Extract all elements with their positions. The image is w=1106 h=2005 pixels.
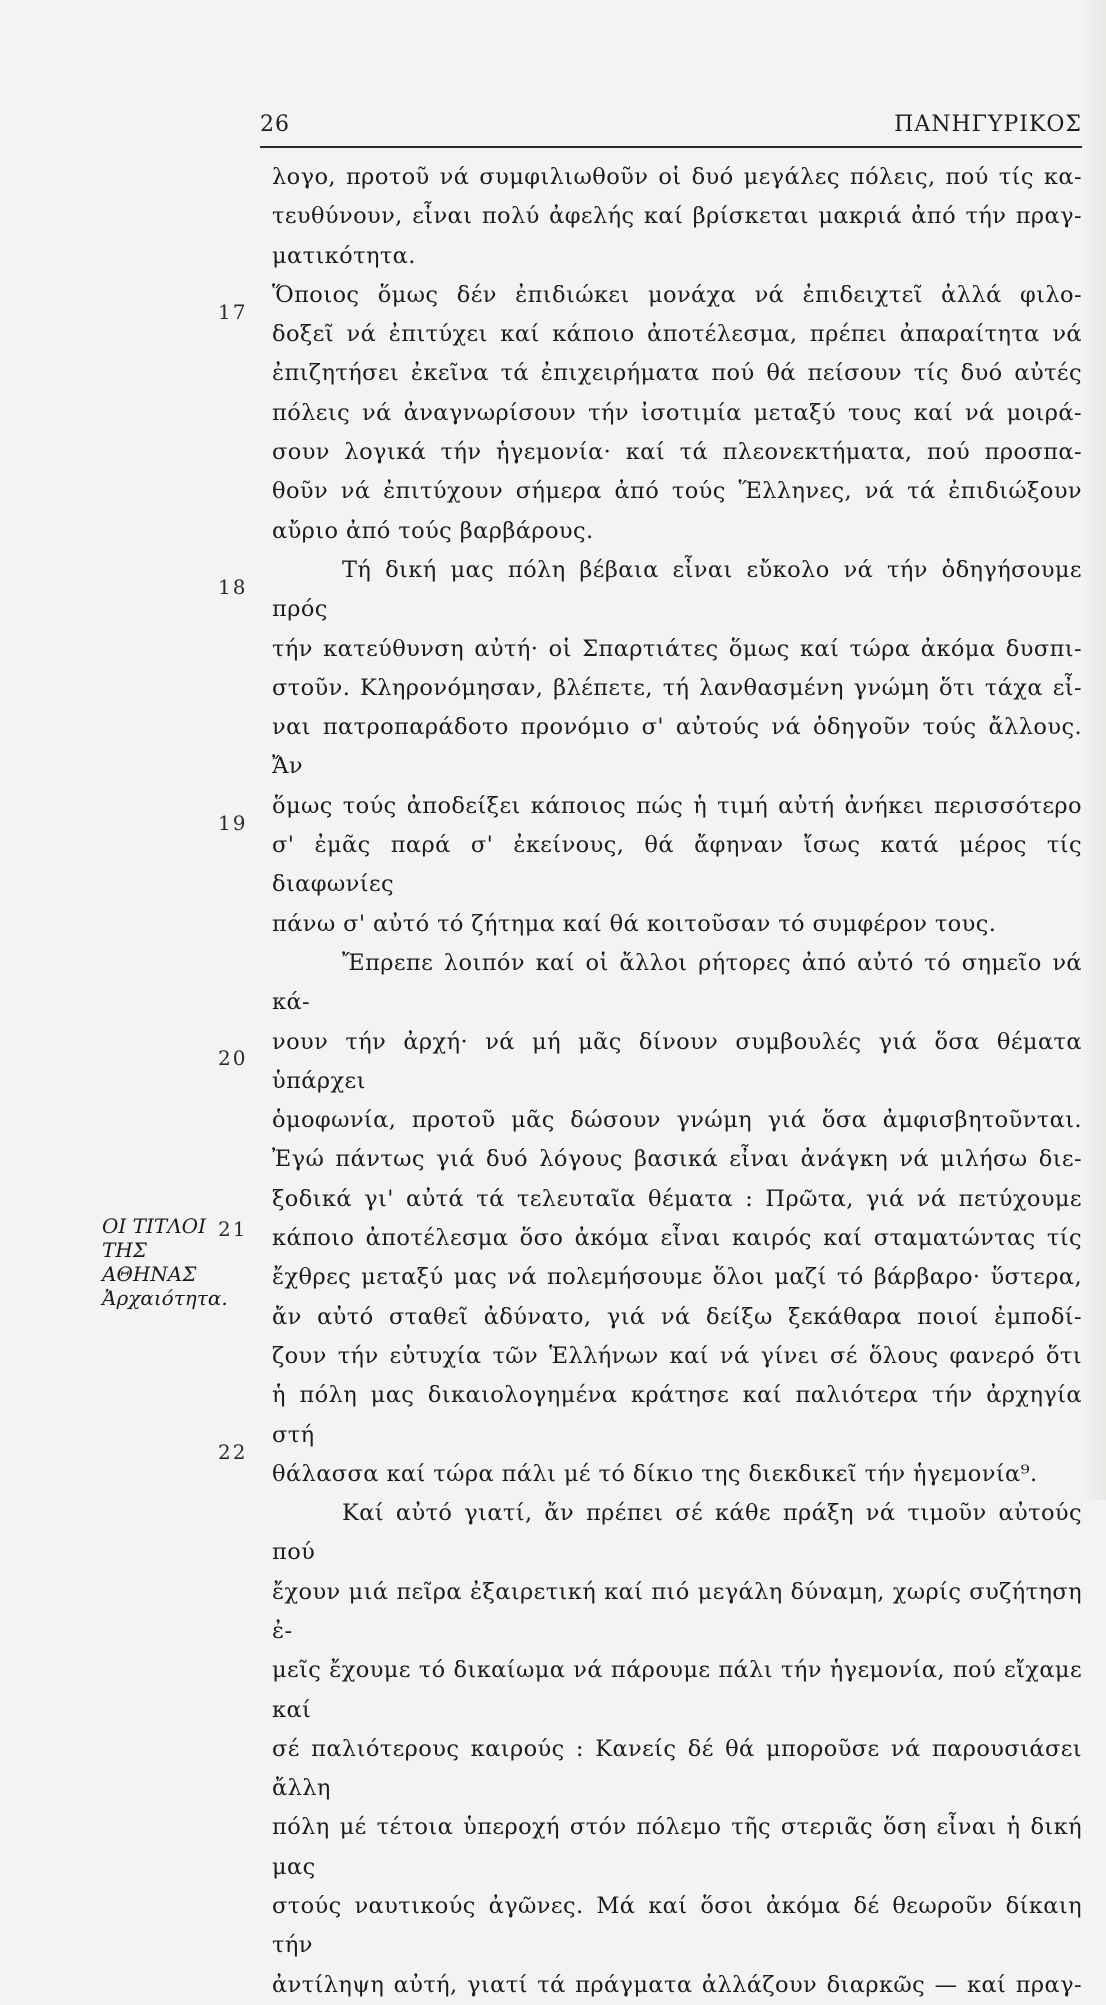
paragraph-18 <box>272 551 1082 944</box>
text-line: σέ παλιότερους καιρούς : Κανείς δέ θά μποροῦσε νά παρουσιάσει ἄλλη <box>272 1735 1082 1802</box>
text-line: ὅμως τούς ἀποδείξει κάποιος πώς ἡ τιμή αὐτή ἀνήκει περισσότερο <box>272 792 1082 819</box>
text-line: πάνω σ' αὐτό τό ζήτημα καί θά κοιτοῦσαν τό συμφέρον τους. <box>272 910 997 937</box>
text-line: τήν κατεύθυνση αὐτή· οἱ Σπαρτιάτες ὅμως καί τώρα ἀκόμα δυσπι- <box>272 635 1082 662</box>
text-line: Ὅποιος ὅμως δέν ἐπιδιώκει μονάχα νά ἐπιδειχτεῖ ἀλλά φιλο- <box>272 281 1082 308</box>
margin-note <box>102 1214 242 1310</box>
text-line: σ' ἐμᾶς παρά σ' ἐκείνους, θά ἄφηναν ἴσως κατά μέρος τίς διαφωνίες <box>272 832 1082 898</box>
paragraph-continuation <box>272 158 1082 276</box>
text-line: ζουν τήν εὐτυχία τῶν Ἑλλήνων καί νά γίνει σέ ὅλους φανερό ὅτι <box>272 1342 1082 1369</box>
text-line: ἄν αὐτό σταθεῖ ἀδύνατο, γιά νά δείξω ξεκάθαρα ποιοί ἐμποδί- <box>272 1303 1082 1330</box>
text-line: αὔριο ἀπό τούς βαρβάρους. <box>272 517 594 544</box>
text-line: στούς ναυτικούς ἀγῶνες. Μά καί ὅσοι ἀκόμα δέ θεωροῦν δίκαιη τήν <box>272 1893 1082 1959</box>
page-number: 26 <box>260 112 290 137</box>
running-title: ΠΑΝΗΓΥΡΙΚΟΣ <box>894 112 1082 137</box>
section-number-20: 20 <box>218 1046 248 1070</box>
main-text <box>272 158 1082 2005</box>
section-number-19: 19 <box>218 811 248 835</box>
text-line: ἔχουν μιά πεῖρα ἐξαιρετική καί πιό μεγάλη δύναμη, χωρίς συζήτηση ἐ- <box>272 1578 1082 1644</box>
text-line: δοξεῖ νά ἐπιτύχει καί κάποιο ἀποτέλεσμα, πρέπει ἀπαραίτητα νά <box>272 321 1082 348</box>
paragraph-19 <box>272 944 1082 1494</box>
text-line: Καί αὐτό γιατί, ἄν πρέπει σέ κάθε πράξη νά τιμοῦν αὐτούς πού <box>272 1500 1082 1566</box>
margin-note-title-line: ΑΘΗΝΑΣ <box>102 1262 197 1286</box>
text-line: μεῖς ἔχουμε τό δικαίωμα νά πάρουμε πάλι τήν ἡγεμονία, πού εἴχαμε καί <box>272 1657 1082 1723</box>
text-line: ὁμοφωνία, προτοῦ μᾶς δώσουν γνώμη γιά ὅσα ἀμφισβητοῦνται. <box>272 1107 1082 1134</box>
text-line: Τή δική μας πόλη βέβαια εἶναι εὔκολο νά τήν ὁδηγήσουμε πρός <box>272 556 1082 623</box>
paragraph-17 <box>272 276 1082 551</box>
text-line: κάποιο ἀποτέλεσμα ὅσο ἀκόμα εἶναι καιρός καί σταματώντας τίς <box>272 1225 1082 1252</box>
text-line: ἡ πόλη μας δικαιολογημένα κράτησε καί παλιότερα τήν ἀρχηγία στή <box>272 1382 1082 1448</box>
text-line: Ἔπρεπε λοιπόν καί οἱ ἄλλοι ρήτορες ἀπό αὐτό τό σημεῖο νά κά- <box>272 949 1082 1016</box>
section-number-21: 21 <box>218 1217 248 1241</box>
text-line: νουν τήν ἀρχή· νά μή μᾶς δίνουν συμβουλές γιά ὅσα θέματα ὑπάρχει <box>272 1028 1082 1094</box>
section-number-18: 18 <box>218 575 248 599</box>
text-line: ἀντίληψη αὐτή, γιατί τά πράγματα ἀλλάζουν διαρκῶς — καί πραγ- <box>272 1971 1082 1998</box>
text-line: Ἐγώ πάντως γιά δυό λόγους βασικά εἶναι ἀνάγκη νά μιλήσω διε- <box>272 1146 1082 1173</box>
text-line: πόλεις νά ἀναγνωρίσουν τήν ἰσοτιμία μεταξύ τους καί νά μοιρά- <box>272 399 1082 426</box>
section-number-22: 22 <box>218 1440 248 1464</box>
text-line: θοῦν νά ἐπιτύχουν σήμερα ἀπό τούς Ἕλληνες, νά τά ἐπιδιώξουν <box>272 478 1082 505</box>
text-line: ματικότητα. <box>272 242 416 269</box>
margin-note-subtitle: Ἀρχαιότητα. <box>102 1286 228 1310</box>
section-number-17: 17 <box>218 300 248 324</box>
text-line: στοῦν. Κληρονόμησαν, βλέπετε, τή λανθασμένη γνώμη ὅτι τάχα εἶ- <box>272 674 1082 701</box>
text-line: θάλασσα καί τώρα πάλι μέ τό δίκιο της διεκδικεῖ τήν ἡγεμονία⁹. <box>272 1460 1038 1487</box>
text-line: πόλη μέ τέτοια ὑπεροχή στόν πόλεμο τῆς στεριᾶς ὅση εἶναι ἡ δική μας <box>272 1814 1082 1880</box>
text-line: ναι πατροπαράδοτο προνόμιο σ' αὐτούς νά ὁδηγοῦν τούς ἄλλους. Ἄν <box>272 714 1082 780</box>
text-line: τευθύνουν, εἶναι πολύ ἀφελής καί βρίσκεται μακριά ἀπό τήν πραγ- <box>272 203 1082 230</box>
margin-note-title-line: ΟΙ ΤΙΤΛΟΙ <box>102 1214 206 1238</box>
text-line: λογο, προτοῦ νά συμφιλιωθοῦν οἱ δυό μεγάλες πόλεις, πού τίς κα- <box>272 164 1082 190</box>
text-line: ξοδικά γι' αὐτά τά τελευταῖα θέματα : Πρῶτα, γιά νά πετύχουμε <box>272 1185 1082 1212</box>
text-line: σουν λογικά τήν ἡγεμονία· καί τά πλεονεκτήματα, πού προσπα- <box>272 439 1082 466</box>
text-line: ἔχθρες μεταξύ μας νά πολεμήσουμε ὅλοι μαζί τό βάρβαρο· ὕστερα, <box>272 1264 1082 1291</box>
text-line: ἐπιζητήσει ἐκεῖνα τά ἐπιχειρήματα πού θά πείσουν τίς δυό αὐτές <box>272 360 1082 387</box>
page-header <box>260 112 1082 142</box>
page-edge-shadow <box>1082 0 1106 1500</box>
paragraph-21 <box>272 1494 1082 2005</box>
header-rule <box>260 146 1082 148</box>
margin-note-title-line: ΤΗΣ <box>102 1238 147 1262</box>
